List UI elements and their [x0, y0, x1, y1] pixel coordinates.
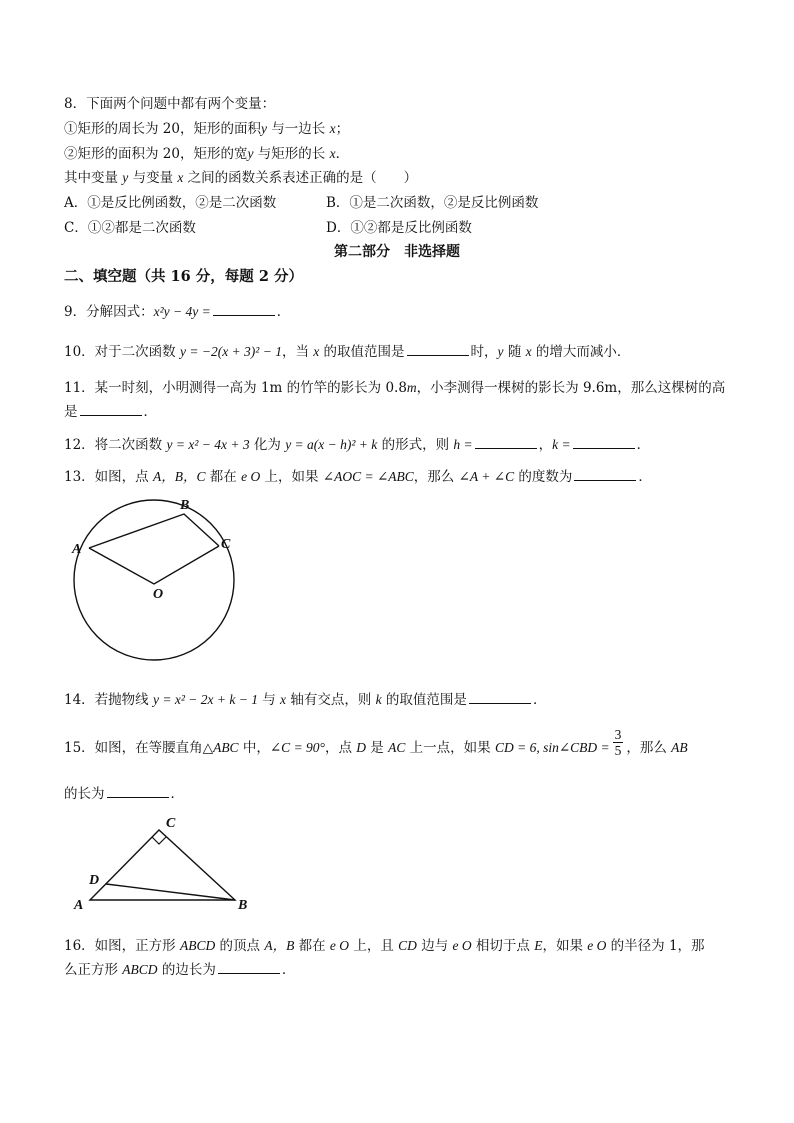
q8-option-a[interactable]: A．①是反比例函数，②是二次函数 [64, 195, 277, 211]
section-two-title: 二、填空题（共 16 分，每题 2 分） [64, 268, 303, 285]
q14-answer-blank[interactable] [469, 691, 531, 704]
right-angle-mark [152, 837, 166, 844]
q10: 10．对于二次函数 y = −2(x + 3)² − 1，当 x 的取值范围是 时，y 随 x 的增大而减小． [64, 344, 631, 360]
part-two-title: 第二部分 非选择题 [334, 244, 460, 260]
q16-line2: 么正方形 ABCD 的边长为 ． [64, 962, 296, 978]
q16-answer-blank[interactable] [218, 961, 280, 974]
q11-line2: 是 ． [64, 404, 157, 420]
label-o: O [153, 587, 164, 602]
q15-line1: 15．如图，在等腰直角△ABC 中，∠C = 90°，点 D 是 AC 上一点，如果 CD = 6, sin∠CBD = $\frac{3}{5}$ ，那么 AB [64, 727, 688, 758]
q8-option-d[interactable]: D．①②都是反比例函数 [326, 220, 472, 236]
q16-line1: 16．如图，正方形 ABCD 的顶点 A，B 都在 e O 上，且 CD 边与 e O 相切于点 E，如果 e O 的半径为 1，那 [64, 938, 705, 954]
q12-k-blank[interactable] [573, 436, 635, 449]
q9: 9．分解因式：x²y − 4y = ． [64, 304, 291, 320]
figure-q13-circle [64, 492, 264, 670]
q15-line2: 的长为 ． [64, 786, 184, 802]
figure-q15-triangle [64, 808, 264, 914]
q14: 14．若抛物线 y = x² − 2x + k − 1 与 x 轴有交点，则 k 的取值范围是 ． [64, 692, 547, 708]
q13-answer-blank[interactable] [574, 468, 636, 481]
label-c: C [221, 537, 231, 552]
q8-question: 其中变量 y 与变量 x 之间的函数关系表述正确的是（ ） [64, 170, 418, 186]
q10-answer-blank[interactable] [407, 343, 469, 356]
radius-oa-oc [89, 546, 219, 584]
q13: 13．如图，点 A，B，C 都在 e O 上，如果 ∠AOC = ∠ABC，那么 ∠A + ∠C 的度数为 ． [64, 469, 652, 485]
label-c: C [166, 816, 176, 831]
label-b: B [180, 498, 190, 513]
q8-option-c[interactable]: C．①②都是二次函数 [64, 220, 196, 236]
q8-option-b[interactable]: B．①是二次函数，②是反比例函数 [326, 195, 539, 211]
q8-item2: ②矩形的面积为 20，矩形的宽y 与矩形的长 x． [64, 146, 350, 162]
q11-answer-blank[interactable] [80, 403, 142, 416]
q12: 12．将二次函数 y = x² − 4x + 3 化为 y = a(x − h)² + k 的形式，则 h = ，k = ． [64, 437, 651, 453]
q8-item1: ①矩形的周长为 20，矩形的面积y 与一边长 x； [64, 121, 350, 137]
q12-h-blank[interactable] [475, 436, 537, 449]
label-b: B [238, 898, 248, 913]
segment-db [106, 884, 235, 900]
q9-answer-blank[interactable] [213, 303, 275, 316]
label-a: A [74, 898, 84, 913]
q11-line1: 11．某一时刻，小明测得一高为 1m 的竹竿的影长为 0.8m，小李测得一棵树的影长为 9.6m，那么这棵树的高 [64, 380, 726, 396]
label-d: D [89, 873, 100, 888]
q15-answer-blank[interactable] [107, 785, 169, 798]
label-a: A [72, 542, 82, 557]
fraction-3-5: $\frac{3}{5}$ [614, 727, 622, 758]
q8-stem: 8．下面两个问题中都有两个变量： [64, 96, 276, 112]
chord-ab-bc [89, 514, 219, 548]
